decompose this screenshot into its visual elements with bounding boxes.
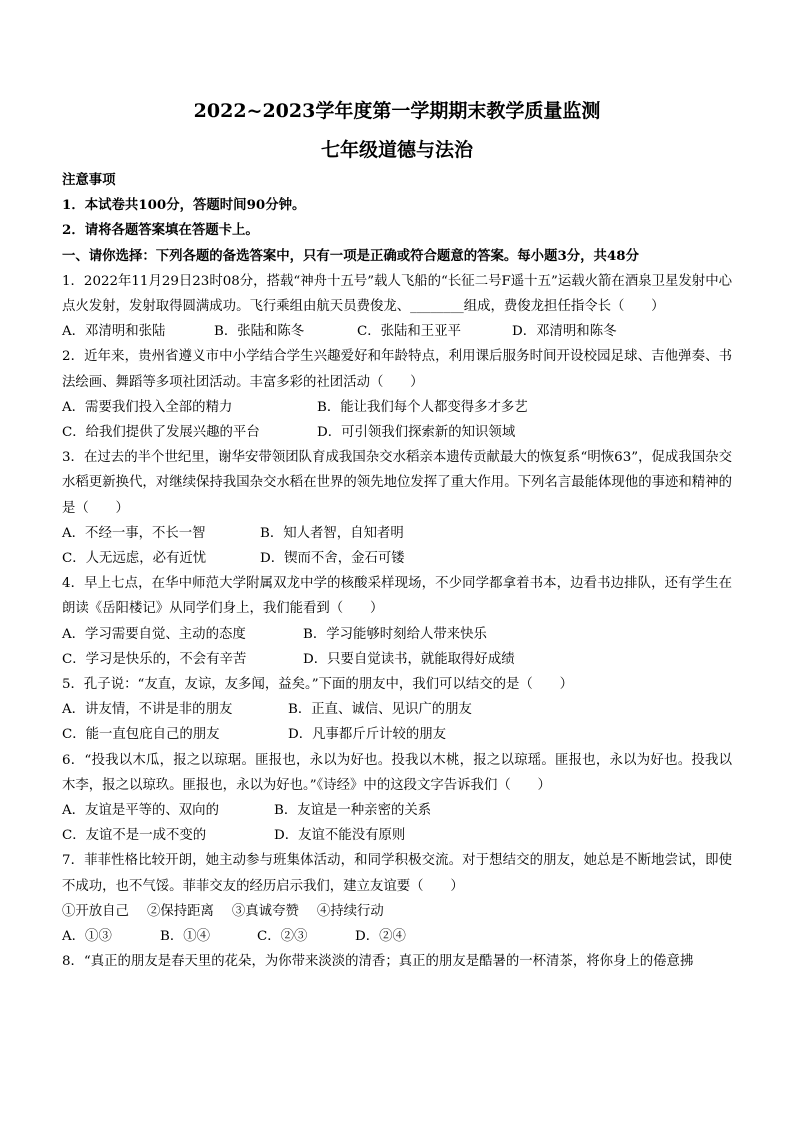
option: D．只要自觉读书，就能取得好成绩	[303, 651, 515, 667]
options-row	[62, 823, 732, 848]
exam-title: 2022~2023学年度第一学期期末教学质量监测	[193, 100, 601, 122]
option: A．①③	[62, 929, 112, 945]
exam-page	[62, 96, 732, 975]
options-row	[62, 924, 732, 949]
options-row	[62, 647, 732, 672]
choice-item: ③真诚夸赞	[231, 903, 299, 919]
question-stem: 5．孔子说：“友直，友谅，友多闻，益矣。”下面的朋友中，我们可以结交的是（ ）	[62, 677, 573, 693]
option: B．张陆和陈冬	[214, 324, 305, 340]
option: D．②④	[355, 929, 406, 945]
option: D．邓清明和陈冬	[512, 324, 617, 340]
options-row	[62, 697, 732, 722]
option: B．正直、诚信、见识广的朋友	[288, 702, 472, 718]
option: A．不经一事，不长一智	[62, 525, 206, 541]
question-stem: 6．“投我以木瓜，报之以琼琚。匪报也，永以为好也。投我以木桃，报之以琼瑶。匪报也，永以为好也。投我以木李，报之以琼玖。匪报也，永以为好也。”《诗经》中的这段文字告诉我们（ ）	[62, 752, 732, 793]
question-stem: 1．2022年11月29日23时08分，搭载“神舟十五号”载人飞船的“长征二号F遥十五”运载火箭在酒泉卫星发射中心点火发射，发射取得圆满成功。飞行乘组由航天员费俊龙、________组成，费俊龙担任指令长（ ）	[62, 273, 732, 315]
options-row	[62, 521, 732, 546]
option: B．能让我们每个人都变得多才多艺	[317, 399, 528, 415]
option: B．学习能够时刻给人带来快乐	[303, 626, 487, 642]
option: C．能一直包庇自己的朋友	[62, 727, 220, 743]
option: B．知人者智，自知者明	[260, 525, 404, 541]
option: B．友谊是一种亲密的关系	[274, 803, 432, 819]
notice-item: 2．请将各题答案填在答题卡上。	[62, 222, 259, 239]
option: A．讲友情，不讲是非的朋友	[62, 702, 233, 718]
option: D．可引领我们探索新的知识领域	[317, 425, 516, 441]
option: D．锲而不舍，金石可镂	[260, 551, 405, 567]
choice-item: ②保持距离	[146, 903, 214, 919]
option: D．友谊不能没有原则	[274, 828, 406, 844]
option: B．①④	[160, 929, 211, 945]
question-stem: 4．早上七点，在华中师范大学附属双龙中学的核酸采样现场，不少同学都拿着书本，边看书边排队，还有学生在朗读《岳阳楼记》从同学们身上，我们能看到（ ）	[62, 576, 732, 617]
choice-items-row	[62, 899, 732, 924]
notice-item: 1．本试卷共100分，答题时间90分钟。	[62, 197, 306, 214]
options-row	[62, 798, 732, 823]
exam-subtitle: 七年级道德与法治	[320, 139, 473, 161]
option: C．张陆和王亚平	[357, 324, 461, 340]
question-stem: 8．“真正的朋友是春天里的花朵，为你带来淡淡的清香；真正的朋友是酷暑的一杯清茶，将你身上的倦意拂	[62, 954, 694, 970]
option: A．友谊是平等的、双向的	[62, 803, 219, 819]
options-row	[62, 395, 732, 420]
option: A．需要我们投入全部的精力	[62, 399, 233, 415]
question-stem: 7．菲菲性格比较开朗，她主动参与班集体活动，和同学积极交流。对于想结交的朋友，她总是不断地尝试，即使不成功，也不气馁。菲菲交友的经历启示我们，建立友谊要（ ）	[62, 853, 732, 894]
option: C．给我们提供了发展兴趣的平台	[62, 425, 260, 441]
options-row	[62, 319, 732, 344]
option: C．人无远虑，必有近忧	[62, 551, 207, 567]
option: A．学习需要自觉、主动的态度	[62, 626, 246, 642]
option: C．友谊不是一成不变的	[62, 828, 207, 844]
option: C．学习是快乐的，不会有辛苦	[62, 651, 247, 667]
option: D．凡事都斤斤计较的朋友	[288, 727, 447, 743]
option: C．②③	[257, 929, 308, 945]
question-stem: 2．近年来，贵州省遵义市中小学结合学生兴趣爱好和年龄特点，利用课后服务时间开设校园足球、吉他弹奏、书法绘画、舞蹈等多项社团活动。丰富多彩的社团活动（ ）	[62, 349, 732, 390]
options-row	[62, 546, 732, 571]
question-stem: 3．在过去的半个世纪里，谢华安带领团队育成我国杂交水稻亲本遗传贡献最大的恢复系“明恢63”，促成我国杂交水稻更新换代，对继续保持我国杂交水稻在世界的领先地位发挥了重大作用。下列名言最能体现他的事迹和精神的是（ ）	[62, 450, 732, 516]
options-row	[62, 420, 732, 445]
choice-item: ①开放自己	[62, 903, 129, 919]
section-heading: 一、请你选择：下列各题的备选答案中，只有一项是正确或符合题意的答案。每小题3分，共48分	[62, 247, 639, 264]
options-row	[62, 622, 732, 647]
options-row	[62, 722, 732, 747]
choice-item: ④持续行动	[316, 903, 384, 919]
notice-heading: 注意事项	[62, 172, 116, 188]
option: A．邓清明和张陆	[62, 324, 166, 340]
